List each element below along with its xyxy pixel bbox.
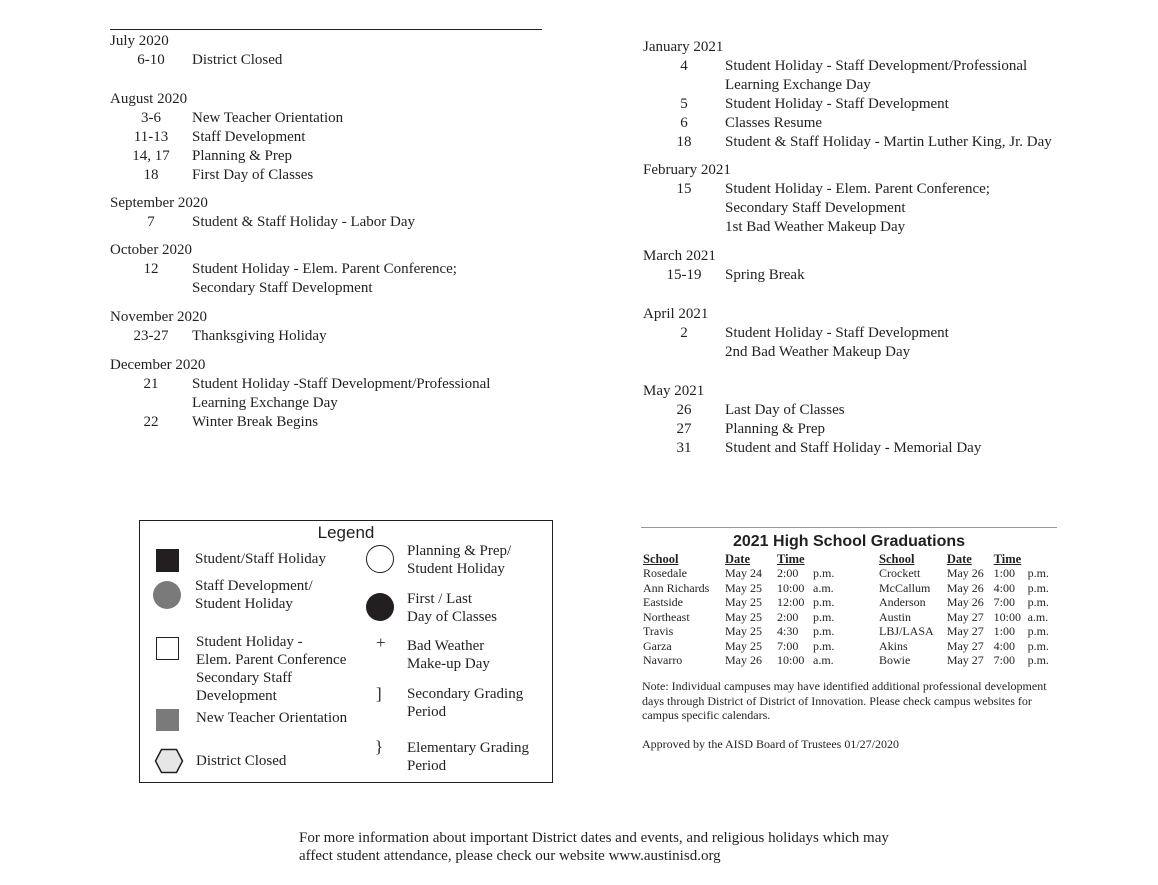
graduation-school: Garza xyxy=(643,638,672,653)
month-block xyxy=(110,356,590,432)
open-square-icon xyxy=(156,637,179,660)
graduation-time: 7:00 xyxy=(993,595,1015,609)
black-circle-icon xyxy=(366,593,394,621)
graduation-date: May 26 xyxy=(725,653,762,667)
graduation-school: McCallum xyxy=(879,580,931,595)
event-date: 6 xyxy=(680,115,688,131)
bracket-icon: ] xyxy=(376,684,382,703)
month-block xyxy=(110,308,590,346)
event-text: Student and Staff Holiday - Memorial Day xyxy=(725,440,982,456)
event-date: 4 xyxy=(680,58,688,74)
plus-icon: + xyxy=(376,633,386,652)
left-calendar-column xyxy=(110,32,590,432)
event-text: Staff Development xyxy=(192,129,306,145)
graduation-school: Anderson xyxy=(879,595,926,609)
graduation-time: 4:00 xyxy=(993,580,1015,595)
graduation-school: Travis xyxy=(643,624,674,638)
graduation-date: May 26 xyxy=(946,580,984,595)
event-date: 18 xyxy=(143,167,159,183)
event-text: Winter Break Begins xyxy=(192,414,319,430)
top-divider xyxy=(110,29,542,30)
graduation-row xyxy=(879,595,1057,610)
event-row xyxy=(110,260,590,298)
graduation-time: 2:00 xyxy=(777,609,799,624)
month-title: February 2021 xyxy=(643,162,731,178)
legend-label-elementary-grading: Elementary Grading Period xyxy=(407,740,530,774)
graduation-school: Northeast xyxy=(643,609,690,624)
event-date: 3-6 xyxy=(141,110,161,126)
graduations-note: Note: Individual campuses may have identified additional professional development days through District of District of Innovation. Please check campus websites for campus specific calendars. xyxy=(642,679,1047,722)
event-text: Student Holiday - Staff Development 2nd Bad Weather Makeup Day xyxy=(725,325,949,360)
graduation-school: Rosedale xyxy=(643,566,687,580)
event-row xyxy=(110,375,590,413)
month-block xyxy=(110,194,590,232)
graduation-school: Ann Richards xyxy=(643,580,710,595)
month-title: October 2020 xyxy=(110,242,193,258)
event-date: 5 xyxy=(680,96,688,112)
graduation-row xyxy=(643,610,845,625)
month-title: July 2020 xyxy=(110,33,169,49)
graduation-time: 10:00 xyxy=(777,653,805,667)
month-title: April 2021 xyxy=(643,306,709,322)
event-row xyxy=(110,128,590,147)
graduation-time: 12:00 xyxy=(777,595,805,609)
graduation-ampm: p.m. xyxy=(813,624,835,638)
col-header-date: Date xyxy=(946,552,972,566)
month-block xyxy=(643,161,1143,237)
right-calendar-column xyxy=(643,38,1143,458)
graduations-table-right xyxy=(879,552,1057,668)
month-title: August 2020 xyxy=(110,91,188,107)
event-date: 23-27 xyxy=(133,328,169,344)
legend-label-district-closed: District Closed xyxy=(196,753,287,769)
graduations-table-left xyxy=(643,552,845,668)
month-block xyxy=(643,38,1143,152)
legend-label-first-last-day: First / Last Day of Classes xyxy=(407,591,497,625)
event-date: 7 xyxy=(147,214,155,230)
graduation-time: 7:00 xyxy=(777,638,799,653)
event-date: 21 xyxy=(143,376,159,392)
event-date: 14, 17 xyxy=(132,148,170,164)
graduation-row xyxy=(643,595,845,610)
graduation-time: 7:00 xyxy=(993,653,1015,667)
event-date: 6-10 xyxy=(137,52,165,68)
graduation-row xyxy=(879,624,1057,639)
event-text: Last Day of Classes xyxy=(725,402,845,418)
event-row xyxy=(110,213,590,232)
graduation-date: May 25 xyxy=(725,609,762,624)
graduation-school: Navarro xyxy=(643,653,683,667)
graduation-time: 10:00 xyxy=(777,580,805,595)
event-text: Student Holiday - Staff Development/Professional Learning Exchange Day xyxy=(725,58,1028,93)
graduations-section xyxy=(641,527,1057,751)
graduation-date: May 27 xyxy=(946,609,984,624)
footer-line-1: For more information about important District dates and events, and religious holidays which may xyxy=(299,830,889,846)
graduation-date: May 26 xyxy=(946,566,984,580)
graduations-divider xyxy=(641,527,1057,528)
graduation-date: May 27 xyxy=(946,653,984,667)
legend-label-secondary-grading: Secondary Grading Period xyxy=(407,686,524,720)
month-title: December 2020 xyxy=(110,357,206,373)
graduation-row xyxy=(643,624,845,639)
event-text: Planning & Prep xyxy=(192,148,292,164)
event-row xyxy=(643,401,1143,420)
footer-info xyxy=(299,829,979,865)
open-circle-icon xyxy=(366,545,394,573)
month-title: May 2021 xyxy=(643,383,705,399)
brace-icon: } xyxy=(375,737,384,756)
graduation-ampm: a.m. xyxy=(1027,609,1049,624)
graduation-ampm: p.m. xyxy=(1027,638,1049,653)
hexagon-icon xyxy=(154,748,184,774)
graduation-ampm: p.m. xyxy=(1027,624,1049,638)
event-row xyxy=(110,51,590,70)
month-title: November 2020 xyxy=(110,309,208,325)
month-block xyxy=(110,32,590,70)
graduation-ampm: p.m. xyxy=(813,609,835,624)
event-row xyxy=(643,324,1143,362)
event-text: Student & Staff Holiday - Labor Day xyxy=(192,214,416,230)
graduation-time: 10:00 xyxy=(993,609,1021,624)
graduation-row xyxy=(879,610,1057,625)
event-date: 11-13 xyxy=(133,129,169,145)
event-row xyxy=(643,133,1143,152)
graduation-time: 4:30 xyxy=(777,624,799,638)
event-row xyxy=(643,266,1143,285)
graduation-time: 4:00 xyxy=(993,638,1015,653)
graduation-date: May 27 xyxy=(946,624,984,638)
graduation-ampm: p.m. xyxy=(813,595,835,609)
event-row xyxy=(643,180,1143,237)
graduation-date: May 27 xyxy=(946,638,984,653)
month-block xyxy=(110,241,590,298)
graduation-row xyxy=(879,581,1057,596)
graduation-date: May 25 xyxy=(725,580,762,595)
col-header-time: Time xyxy=(777,552,805,566)
event-text: First Day of Classes xyxy=(192,167,314,183)
event-row xyxy=(110,109,590,128)
legend-title: Legend xyxy=(317,523,375,542)
legend-label-new-teacher-orientation: New Teacher Orientation xyxy=(196,710,348,726)
month-block xyxy=(643,305,1143,362)
event-date: 18 xyxy=(676,134,692,150)
graduation-date: May 26 xyxy=(946,595,984,609)
event-text: Student Holiday -Staff Development/Professional Learning Exchange Day xyxy=(192,376,491,411)
graduation-ampm: a.m. xyxy=(813,580,834,595)
graduation-row xyxy=(643,639,845,654)
gray-square-icon xyxy=(156,709,179,731)
graduation-time: 1:00 xyxy=(993,566,1015,580)
graduation-row xyxy=(643,581,845,596)
event-text: Student Holiday - Elem. Parent Conference; Secondary Staff Development 1st Bad Weather Makeup Day xyxy=(725,181,990,235)
event-date: 15 xyxy=(676,181,692,197)
graduation-school: Crockett xyxy=(879,566,921,580)
event-text: New Teacher Orientation xyxy=(192,110,344,126)
event-row xyxy=(643,95,1143,114)
graduation-ampm: p.m. xyxy=(1027,595,1049,609)
month-block xyxy=(643,382,1143,458)
event-date: 2 xyxy=(680,325,688,341)
month-block xyxy=(110,90,590,185)
col-header-school: School xyxy=(643,552,679,566)
legend-label-staff-development: Staff Development/ Student Holiday xyxy=(195,578,313,612)
event-text: Planning & Prep xyxy=(725,421,825,437)
event-date: 27 xyxy=(676,421,692,437)
graduation-ampm: a.m. xyxy=(813,653,834,667)
legend-label-planning-prep: Planning & Prep/ Student Holiday xyxy=(407,543,512,577)
month-title: January 2021 xyxy=(643,39,724,55)
event-date: 31 xyxy=(676,440,692,456)
event-text: Student Holiday - Staff Development xyxy=(725,96,949,112)
graduation-school: Austin xyxy=(879,609,912,624)
event-row xyxy=(110,166,590,185)
event-row xyxy=(110,147,590,166)
graduation-ampm: p.m. xyxy=(1027,653,1049,667)
legend-label-student-staff-holiday: Student/Staff Holiday xyxy=(195,551,326,567)
graduation-time: 1:00 xyxy=(993,624,1015,638)
legend-label-bad-weather: Bad Weather Make-up Day xyxy=(407,638,490,672)
event-row xyxy=(110,327,590,346)
graduation-ampm: p.m. xyxy=(1027,566,1049,580)
graduation-ampm: p.m. xyxy=(813,566,835,580)
event-text: Student & Staff Holiday - Martin Luther King, Jr. Day xyxy=(725,134,1052,150)
event-text: Student Holiday - Elem. Parent Conference; Secondary Staff Development xyxy=(192,261,457,296)
black-square-icon xyxy=(156,549,179,572)
graduation-row xyxy=(643,566,845,581)
event-date: 26 xyxy=(676,402,692,418)
event-row xyxy=(643,439,1143,458)
month-title: September 2020 xyxy=(110,195,208,211)
approval-line: Approved by the AISD Board of Trustees 01/27/2020 xyxy=(642,737,899,751)
graduation-ampm: p.m. xyxy=(813,638,835,653)
event-date: 12 xyxy=(143,261,159,277)
col-header-school: School xyxy=(879,552,915,566)
event-text: District Closed xyxy=(192,52,283,68)
event-row xyxy=(643,57,1143,95)
graduation-row xyxy=(879,653,1057,668)
event-text: Classes Resume xyxy=(725,115,823,131)
graduation-time: 2:00 xyxy=(777,566,799,580)
graduation-ampm: p.m. xyxy=(1027,580,1049,595)
event-row xyxy=(643,420,1143,439)
graduation-school: Bowie xyxy=(879,653,911,667)
graduation-school: LBJ/LASA xyxy=(879,624,934,638)
graduation-row xyxy=(643,653,845,668)
footer-line-2: affect student attendance, please check our website www.austinisd.org xyxy=(299,848,721,864)
month-block xyxy=(643,247,1143,285)
event-row xyxy=(110,413,590,432)
legend-box xyxy=(139,520,553,783)
event-text: Thanksgiving Holiday xyxy=(192,328,327,344)
event-row xyxy=(643,114,1143,133)
col-header-date: Date xyxy=(725,552,750,566)
graduation-date: May 25 xyxy=(725,624,762,638)
col-header-time: Time xyxy=(993,552,1022,566)
legend-label-elem-parent-conference: Student Holiday - Elem. Parent Conference Secondary Staff Development xyxy=(196,634,347,704)
graduation-row xyxy=(879,639,1057,654)
graduation-school: Eastside xyxy=(643,595,683,609)
graduations-title: 2021 High School Graduations xyxy=(732,533,966,550)
graduation-date: May 25 xyxy=(725,595,762,609)
graduation-school: Akins xyxy=(879,638,908,653)
gray-circle-icon xyxy=(153,581,181,609)
graduation-date: May 25 xyxy=(725,638,762,653)
event-date: 22 xyxy=(143,414,159,430)
month-title: March 2021 xyxy=(643,248,716,264)
graduation-date: May 24 xyxy=(725,566,762,580)
event-text: Spring Break xyxy=(725,267,805,283)
event-date: 15-19 xyxy=(666,267,702,283)
graduation-row xyxy=(879,566,1057,581)
